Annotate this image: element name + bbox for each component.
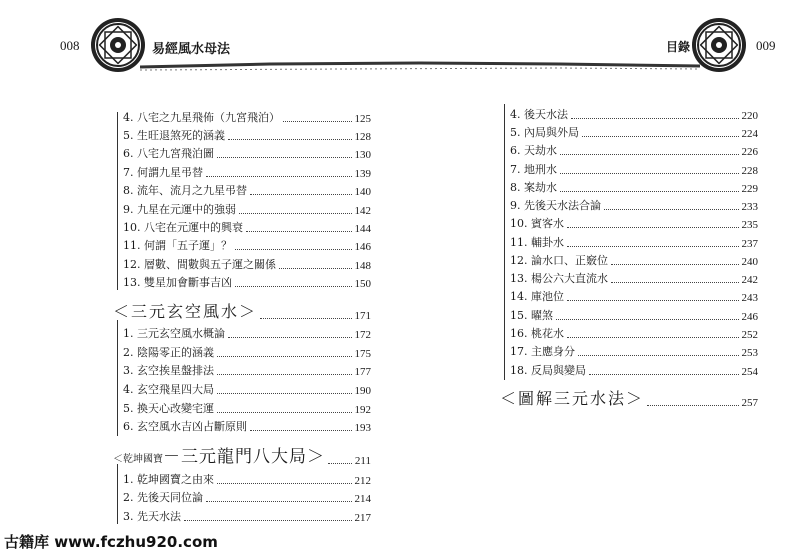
entry-title: 4. 玄空飛星四大局: [123, 383, 214, 396]
entry-title: 4. 後天水法: [510, 108, 568, 121]
leader-dots: [560, 153, 739, 155]
leader-dots: [556, 318, 739, 320]
section-title: [113, 442, 325, 467]
book-title: 易經風水母法: [152, 42, 231, 57]
entry-title: 8. 流年、流月之九星弔替: [123, 184, 247, 197]
toc-entry[interactable]: [123, 344, 371, 360]
group-bracket: [117, 320, 118, 436]
entry-page: 139: [354, 168, 371, 180]
toc-section-heading[interactable]: [113, 442, 371, 467]
leader-dots: [206, 500, 352, 502]
leader-dots: [571, 117, 739, 119]
toc-entry[interactable]: [510, 161, 758, 177]
toc-entry[interactable]: [123, 219, 371, 235]
toc-entry[interactable]: [123, 471, 371, 487]
entry-title: 12. 論水口、正竅位: [510, 254, 608, 267]
entry-page: 144: [354, 223, 371, 235]
group-bracket: [117, 112, 118, 290]
entry-page: 243: [741, 292, 758, 304]
header-rule: [140, 60, 700, 74]
toc-section-heading[interactable]: [500, 386, 758, 409]
leader-dots: [217, 482, 352, 484]
entry-title: 15. 曜煞: [510, 309, 553, 322]
toc-entry[interactable]: [510, 270, 758, 286]
entry-page: 146: [354, 241, 371, 253]
leader-dots: [217, 355, 352, 357]
entry-title: 11. 何謂「五子運」？: [123, 239, 232, 252]
entry-page: 125: [354, 113, 371, 125]
entry-title: 8. 案劫水: [510, 181, 557, 194]
section-page: 211: [354, 455, 371, 467]
toc-entry[interactable]: [123, 237, 371, 253]
entry-page: 224: [741, 128, 758, 140]
entry-page: 220: [741, 110, 758, 122]
toc-section-heading[interactable]: [113, 299, 371, 322]
bagua-seal-icon: [690, 16, 748, 74]
toc-entry[interactable]: [123, 109, 371, 125]
toc-entry[interactable]: [123, 256, 371, 272]
toc-entry[interactable]: [123, 201, 371, 217]
toc-entry[interactable]: [123, 400, 371, 416]
toc-entry[interactable]: [510, 362, 758, 378]
entry-title: 17. 主應身分: [510, 345, 575, 358]
entry-page: 226: [741, 146, 758, 158]
leader-dots: [235, 285, 352, 287]
entry-page: 193: [354, 422, 371, 434]
section-page: 171: [354, 310, 371, 322]
toc-entry[interactable]: [510, 234, 758, 250]
section-label: 目錄: [666, 40, 691, 54]
leader-dots: [260, 317, 351, 319]
toc-entry[interactable]: [510, 142, 758, 158]
toc-entry[interactable]: [123, 418, 371, 434]
toc-entry[interactable]: [510, 325, 758, 341]
entry-title: 4. 八宅之九星飛佈（九宮飛泊）: [123, 111, 280, 124]
leader-dots: [228, 336, 352, 338]
entry-page: 177: [354, 366, 371, 378]
leader-dots: [250, 429, 352, 431]
leader-dots: [611, 263, 739, 265]
toc-entry[interactable]: [123, 362, 371, 378]
entry-title: 6. 天劫水: [510, 144, 557, 157]
entry-title: 13. 雙星加會斷事吉凶: [123, 276, 232, 289]
entry-page: 253: [741, 347, 758, 359]
leader-dots: [184, 519, 352, 521]
entry-page: 254: [741, 366, 758, 378]
entry-title: 1. 乾坤國寶之由來: [123, 473, 214, 486]
group-bracket: [117, 464, 118, 524]
entry-title: 5. 換天心改變宅運: [123, 402, 214, 415]
toc-entry[interactable]: [510, 124, 758, 140]
leader-dots: [589, 373, 739, 375]
entry-page: 240: [741, 256, 758, 268]
leader-dots: [283, 120, 352, 122]
leader-dots: [217, 392, 352, 394]
entry-title: 6. 玄空風水吉凶占斷原則: [123, 420, 247, 433]
leader-dots: [217, 156, 352, 158]
entry-page: 130: [354, 149, 371, 161]
entry-title: 3. 先天水法: [123, 510, 181, 523]
entry-page: 229: [741, 183, 758, 195]
toc-entry[interactable]: [123, 164, 371, 180]
group-bracket: [504, 104, 505, 380]
entry-page: 233: [741, 201, 758, 213]
entry-title: 10. 八宅在元運中的興衰: [123, 221, 243, 234]
leader-dots: [217, 411, 352, 413]
entry-page: 172: [354, 329, 371, 341]
entry-title: 9. 九星在元運中的強弱: [123, 203, 236, 216]
leader-dots: [567, 226, 739, 228]
leader-dots: [235, 248, 352, 250]
leader-dots: [246, 230, 352, 232]
leader-dots: [279, 267, 352, 269]
leader-dots: [206, 175, 352, 177]
entry-title: 5. 生旺退煞死的涵義: [123, 129, 225, 142]
toc-entry[interactable]: [510, 215, 758, 231]
leader-dots: [560, 190, 739, 192]
entry-title: 2. 陰陽零正的涵義: [123, 346, 214, 359]
section-title: ＜圖解三元水法＞: [500, 389, 645, 408]
entry-page: 128: [354, 131, 371, 143]
toc-entry[interactable]: [123, 325, 371, 341]
entry-title: 6. 八宅九宮飛泊圖: [123, 147, 214, 160]
toc-entry[interactable]: [510, 307, 758, 323]
entry-title: 9. 先後天水法合論: [510, 199, 601, 212]
bagua-seal-icon: [89, 16, 147, 74]
leader-dots: [604, 208, 739, 210]
toc-entry[interactable]: [123, 127, 371, 143]
leader-dots: [578, 354, 739, 356]
entry-page: 252: [741, 329, 758, 341]
toc-entry[interactable]: [123, 489, 371, 505]
toc-entry[interactable]: [123, 182, 371, 198]
toc-entry[interactable]: [123, 381, 371, 397]
entry-title: 18. 反局與變局: [510, 364, 586, 377]
entry-page: 190: [354, 385, 371, 397]
entry-title: 10. 賓客水: [510, 217, 564, 230]
entry-title: 13. 楊公六大直流水: [510, 272, 608, 285]
leader-dots: [647, 404, 738, 406]
toc-entry[interactable]: [123, 274, 371, 290]
entry-title: 14. 庫池位: [510, 290, 564, 303]
toc-entry[interactable]: [123, 508, 371, 524]
toc-entry[interactable]: [123, 145, 371, 161]
entry-title: 16. 桃花水: [510, 327, 564, 340]
entry-page: 148: [354, 260, 371, 272]
left-page-number: 008: [60, 38, 80, 53]
right-page-number: 009: [756, 38, 776, 53]
leader-dots: [567, 299, 739, 301]
entry-title: 7. 何謂九星弔替: [123, 166, 203, 179]
entry-title: 3. 玄空挨星盤排法: [123, 364, 214, 377]
leader-dots: [582, 135, 739, 137]
entry-page: 228: [741, 165, 758, 177]
leader-dots: [560, 172, 739, 174]
site-watermark: 古籍库 www.fczhu920.com: [4, 533, 218, 551]
section-title-prefix: ＜乾坤國寶: [113, 454, 163, 465]
entry-title: 1. 三元玄空風水概論: [123, 327, 225, 340]
section-title-main: －三元龍門八大局＞: [163, 447, 325, 467]
leader-dots: [228, 138, 352, 140]
leader-dots: [567, 245, 739, 247]
leader-dots: [328, 462, 352, 464]
section-title: ＜三元玄空風水＞: [113, 302, 258, 321]
entry-title: 5. 內局與外局: [510, 126, 579, 139]
entry-page: 140: [354, 186, 371, 198]
entry-page: 217: [354, 512, 371, 524]
entry-page: 235: [741, 219, 758, 231]
entry-page: 192: [354, 404, 371, 416]
toc-entry[interactable]: [510, 288, 758, 304]
entry-title: 7. 地刑水: [510, 163, 557, 176]
leader-dots: [217, 373, 352, 375]
toc-entry[interactable]: [510, 197, 758, 213]
entry-page: 214: [354, 493, 371, 505]
entry-page: 246: [741, 311, 758, 323]
leader-dots: [239, 212, 352, 214]
entry-page: 242: [741, 274, 758, 286]
entry-page: 175: [354, 348, 371, 360]
leader-dots: [611, 281, 739, 283]
leader-dots: [250, 193, 352, 195]
toc-entry[interactable]: [510, 179, 758, 195]
entry-title: 12. 層數、間數與五子運之關係: [123, 258, 276, 271]
entry-page: 150: [354, 278, 371, 290]
entry-title: 11. 輔卦水: [510, 236, 564, 249]
entry-page: 237: [741, 238, 758, 250]
toc-entry[interactable]: [510, 343, 758, 359]
entry-page: 142: [354, 205, 371, 217]
toc-entry[interactable]: [510, 106, 758, 122]
section-page: 257: [741, 397, 758, 409]
toc-entry[interactable]: [510, 252, 758, 268]
entry-page: 212: [354, 475, 371, 487]
entry-title: 2. 先後天同位論: [123, 491, 203, 504]
leader-dots: [567, 336, 739, 338]
